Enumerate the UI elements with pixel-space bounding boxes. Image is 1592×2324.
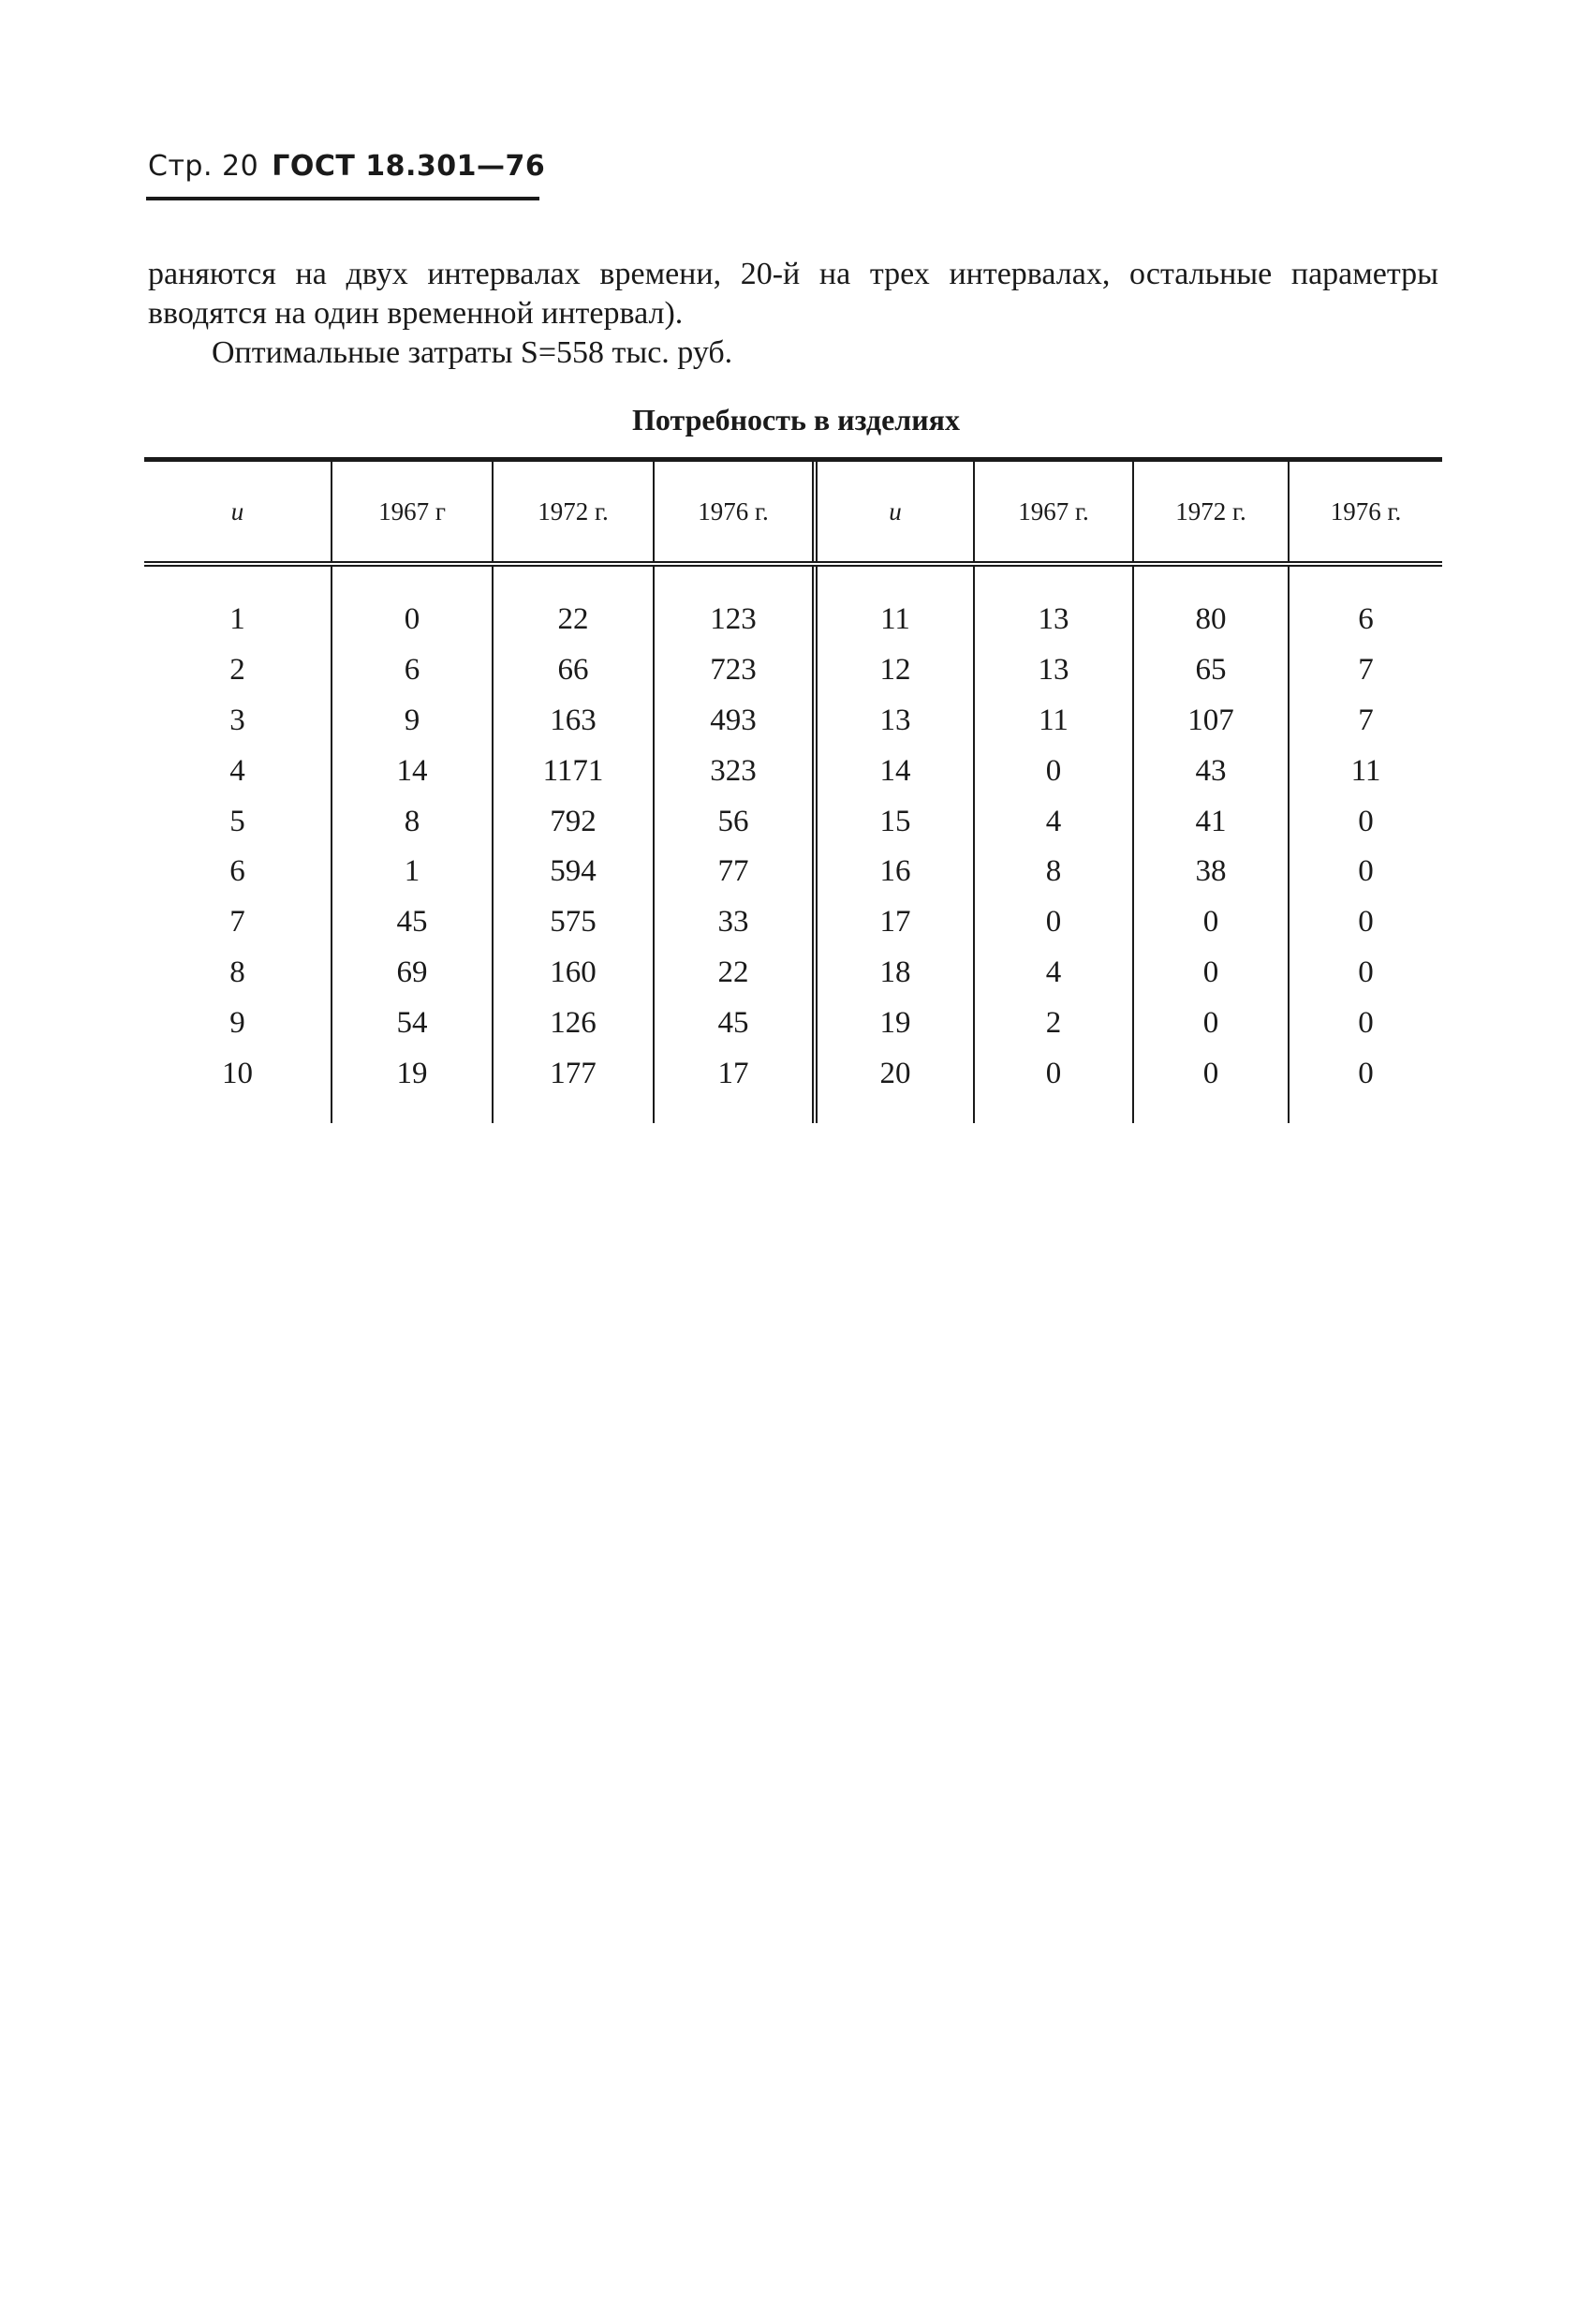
table-cell: 1 (332, 847, 493, 897)
header-underline (146, 197, 539, 200)
column-header: 1976 г. (654, 462, 815, 564)
table-row (144, 897, 1442, 948)
table-cell: 19 (332, 1048, 493, 1099)
table-cell: 0 (332, 595, 493, 645)
table-cell: 56 (654, 796, 815, 847)
table-cell: 107 (1133, 696, 1289, 747)
table-cell: 163 (493, 696, 654, 747)
table-cell: 7 (229, 905, 245, 940)
table-cell: 6 (1289, 595, 1442, 645)
column-header: 1967 г. (974, 462, 1133, 564)
table-cell: 5 (229, 804, 245, 838)
table-row (144, 847, 1442, 897)
table-cell: 0 (1133, 948, 1289, 999)
column-header: 1976 г. (1289, 462, 1442, 564)
column-header: u (815, 462, 974, 564)
table-cell: 0 (1133, 998, 1289, 1048)
table-cell: 160 (493, 948, 654, 999)
table-row (144, 746, 1442, 796)
table-cell: 0 (1289, 948, 1442, 999)
table-cell: 323 (654, 746, 815, 796)
table-cell: 13 (974, 595, 1133, 645)
table-cell: 43 (1133, 746, 1289, 796)
table-row (144, 796, 1442, 847)
table-cell: 123 (654, 595, 815, 645)
table-cell: 8 (974, 847, 1133, 897)
table-cell: 14 (332, 746, 493, 796)
table-title: Потребность в изделиях (632, 403, 960, 437)
table-cell: 69 (332, 948, 493, 999)
table-row (144, 595, 1442, 645)
table-cell: 12 (815, 645, 974, 696)
table-cell: 54 (332, 998, 493, 1048)
page-number: Стр. 20 (148, 150, 259, 183)
table-cell: 17 (654, 1048, 815, 1099)
table-cell: 18 (815, 948, 974, 999)
table-cell: 8 (332, 796, 493, 847)
table-row (144, 645, 1442, 696)
table-cell: 11 (974, 696, 1133, 747)
body-text (148, 255, 1438, 373)
table-cell: 6 (332, 645, 493, 696)
table-row (144, 1048, 1442, 1099)
demand-table (144, 457, 1442, 1123)
table-row (144, 948, 1442, 999)
table-cell: 16 (815, 847, 974, 897)
table-cell: 11 (815, 595, 974, 645)
table-cell: 11 (1289, 746, 1442, 796)
table-cell: 66 (493, 645, 654, 696)
body-paragraph-2: Оптимальные затраты S=558 тыс. руб. (212, 335, 733, 370)
column-header: u (144, 462, 332, 564)
table-cell: 792 (493, 796, 654, 847)
table-cell: 493 (654, 696, 815, 747)
table-cell: 77 (654, 847, 815, 897)
body-paragraph-1: раняются на двух интервалах времени, 20-й на трех интервалах, остальные параметры вводятся на один временной интервал). (148, 257, 1438, 331)
table-cell: 2 (229, 653, 245, 688)
table-cell: 9 (332, 696, 493, 747)
table-cell: 594 (493, 847, 654, 897)
table-cell: 4 (974, 796, 1133, 847)
table-cell: 13 (974, 645, 1133, 696)
table-cell: 575 (493, 897, 654, 948)
table-cell: 14 (815, 746, 974, 796)
table-header-row (144, 462, 1442, 564)
table-cell: 0 (1289, 1048, 1442, 1099)
table-cell: 80 (1133, 595, 1289, 645)
table-cell: 4 (974, 948, 1133, 999)
table-cell: 15 (815, 796, 974, 847)
table-cell: 13 (815, 696, 974, 747)
table-cell: 7 (1289, 696, 1442, 747)
table-cell: 0 (1289, 796, 1442, 847)
table-cell: 0 (1133, 897, 1289, 948)
table-cell: 8 (229, 955, 245, 989)
table-cell: 3 (229, 703, 245, 737)
table-cell: 41 (1133, 796, 1289, 847)
standard-number: ГОСТ 18.301—76 (272, 150, 546, 183)
table-row (144, 998, 1442, 1048)
table-cell: 1171 (493, 746, 654, 796)
table-cell: 45 (332, 897, 493, 948)
table-cell: 0 (1289, 998, 1442, 1048)
table-cell: 19 (815, 998, 974, 1048)
column-header: 1967 г (332, 462, 493, 564)
table-cell: 0 (974, 897, 1133, 948)
column-header: 1972 г. (493, 462, 654, 564)
table-cell: 45 (654, 998, 815, 1048)
table-cell: 2 (974, 998, 1133, 1048)
table-cell: 177 (493, 1048, 654, 1099)
table-cell: 65 (1133, 645, 1289, 696)
table-cell: 723 (654, 645, 815, 696)
table-cell: 38 (1133, 847, 1289, 897)
table-cell: 7 (1289, 645, 1442, 696)
table-cell: 126 (493, 998, 654, 1048)
table-cell: 0 (974, 1048, 1133, 1099)
table-cell: 0 (1289, 847, 1442, 897)
page-header (148, 150, 545, 183)
table-cell: 1 (229, 602, 245, 637)
table-cell: 6 (229, 854, 245, 889)
table-row (144, 696, 1442, 747)
table-cell: 9 (229, 1005, 245, 1040)
table-cell: 22 (493, 595, 654, 645)
table-cell: 33 (654, 897, 815, 948)
table-cell: 0 (1289, 897, 1442, 948)
table-cell: 0 (1133, 1048, 1289, 1099)
column-header: 1972 г. (1133, 462, 1289, 564)
table-cell: 4 (229, 753, 245, 788)
table-cell: 17 (815, 897, 974, 948)
table-cell: 0 (974, 746, 1133, 796)
table-cell: 22 (654, 948, 815, 999)
table-cell: 20 (815, 1048, 974, 1099)
table-cell: 10 (222, 1056, 253, 1090)
